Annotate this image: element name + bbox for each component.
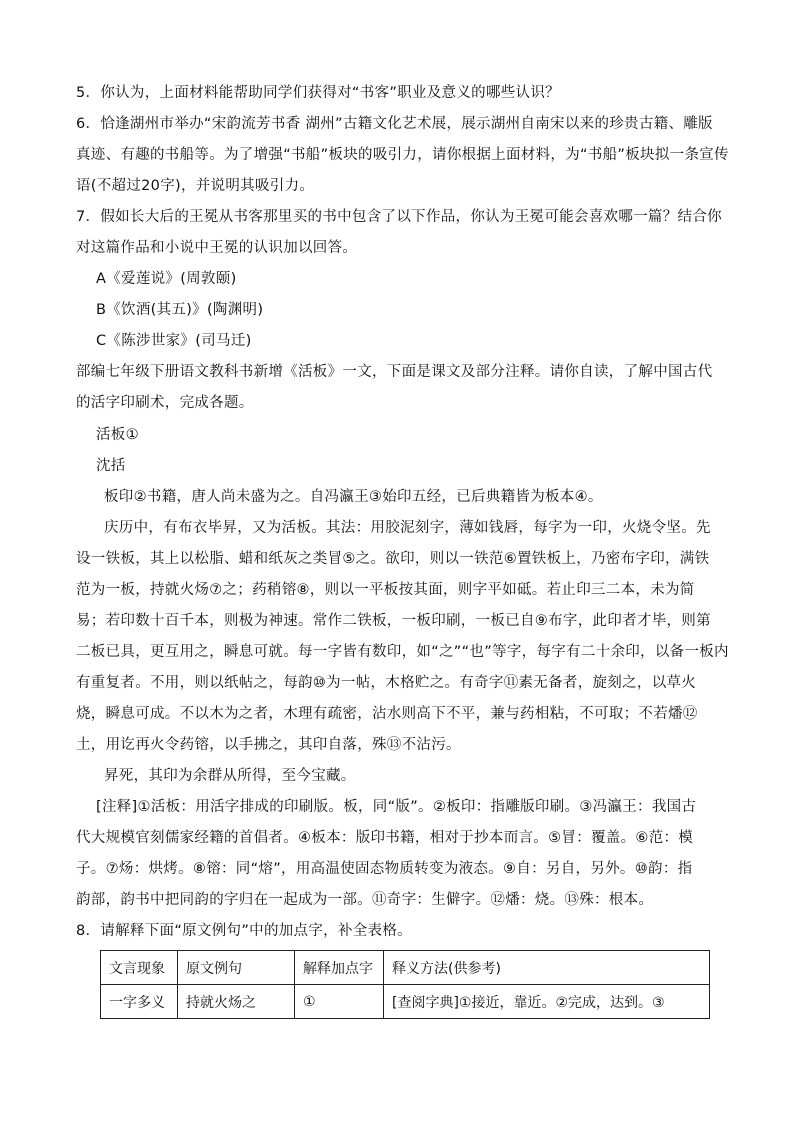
passage-paragraph-2-line-3: 范为一板，持就火炀⑦之；药稍镕⑧，则以一平板按其面，则字平如砥。若止印三二本，未为简: [76, 582, 695, 598]
option-b: B《饮酒(其五)》(陶渊明): [96, 302, 264, 318]
passage-author: 沈括: [96, 458, 126, 474]
passage-intro-line-2: 的活字印刷术，完成各题。: [76, 395, 254, 411]
table-header-cell: 解释加点字: [295, 951, 384, 985]
table-header-cell: 原文例句: [178, 951, 295, 985]
notes-line-4: 韵部，韵书中把同韵的字归在一起成为一部。⑪奇字：生僻字。⑫燔：烧。⑬殊：根本。: [76, 892, 654, 908]
passage-paragraph-2-line-5: 二板已具，更互用之，瞬息可就。每一字皆有数印，如“之”“也”等字，每字有二十余印，以备一板内: [76, 644, 729, 660]
passage-paragraph-3: 昇死，其印为余群从所得，至今宝藏。: [104, 768, 356, 784]
notes-line-3: 子。⑦炀：烘烤。⑧镕：同“熔”，用高温使固态物质转变为液态。⑨自：另自，另外。⑩韵：指: [76, 861, 693, 877]
option-a: A《爱莲说》(周敦颐): [96, 271, 237, 287]
table-header-row: [101, 951, 710, 985]
passage-title: 活板①: [96, 427, 139, 443]
table-header-cell: 文言现象: [101, 951, 178, 985]
question-7-line-1: 7．假如长大后的王冕从书客那里买的书中包含了以下作品，你认为王冕可能会喜欢哪一篇？结合你: [76, 209, 722, 225]
question-6-line-3: 语(不超过20字)，并说明其吸引力。: [76, 178, 315, 194]
answer-table: [100, 950, 710, 1019]
table-header-cell: 释义方法(供参考): [384, 951, 710, 985]
question-6-line-1: 6．恰逢湖州市举办“宋韵流芳书香 湖州”古籍文化艺术展，展示湖州自南宋以来的珍贵古籍、雕版: [76, 116, 713, 132]
table-row: [101, 985, 710, 1019]
passage-paragraph-2-line-6: 有重复者。不用，则以纸帖之，每韵⑩为一帖，木格贮之。有奇字⑪素无备者，旋刻之，以草火: [76, 675, 697, 691]
question-6-line-2: 真迹、有趣的书船等。为了增强“书船”板块的吸引力，请你根据上面材料，为“书船”板块拟一条宣传: [76, 147, 729, 163]
table-cell: [查阅字典]①接近，靠近。②完成，达到。③: [384, 985, 710, 1019]
table-cell: ①: [295, 985, 384, 1019]
passage-intro-line-1: 部编七年级下册语文教科书新增《活板》一文，下面是课文及部分注释。请你自读，了解中国古代: [76, 364, 713, 380]
passage-paragraph-2-line-8: 土，用讫再火令药镕，以手拂之，其印自落，殊⑬不沾污。: [76, 737, 461, 753]
passage-paragraph-2-line-1: 庆历中，有布衣毕昇，又为活板。其法：用胶泥刻字，薄如钱唇，每字为一印，火烧令坚。先: [104, 520, 711, 536]
table-cell: 一字多义: [101, 985, 178, 1019]
notes-line-1: [注释]①活板：用活字排成的印刷版。板，同“版”。②板印：指雕版印刷。③冯瀛王：我国古: [96, 799, 697, 815]
notes-line-2: 代大规模官刻儒家经籍的首倡者。④板本：版印书籍，相对于抄本而言。⑤冒：覆盖。⑥范：模: [76, 830, 694, 846]
passage-paragraph-2-line-4: 易；若印数十百千本，则极为神速。常作二铁板，一板印刷，一板已自⑨布字，此印者才毕，则第: [76, 613, 711, 629]
question-5: 5．你认为，上面材料能帮助同学们获得对“书客”职业及意义的哪些认识？: [76, 85, 560, 101]
option-c: C《陈涉世家》(司马迁): [96, 333, 252, 349]
passage-paragraph-1: 板印②书籍，唐人尚未盛为之。自冯瀛王③始印五经，已后典籍皆为板本④。: [104, 489, 603, 505]
question-8: 8．请解释下面“原文例句”中的加点字，补全表格。: [76, 923, 412, 939]
table-cell: 持就火炀之: [178, 985, 295, 1019]
passage-paragraph-2-line-2: 设一铁板，其上以松脂、蜡和纸灰之类冒⑤之。欲印，则以一铁范⑥置铁板上，乃密布字印，满铁: [76, 551, 710, 567]
passage-paragraph-2-line-7: 烧，瞬息可成。不以木为之者，木理有疏密，沾水则高下不平，兼与药相粘，不可取；不若燔⑫: [76, 706, 698, 722]
question-7-line-2: 对这篇作品和小说中王冕的认识加以回答。: [76, 240, 358, 256]
